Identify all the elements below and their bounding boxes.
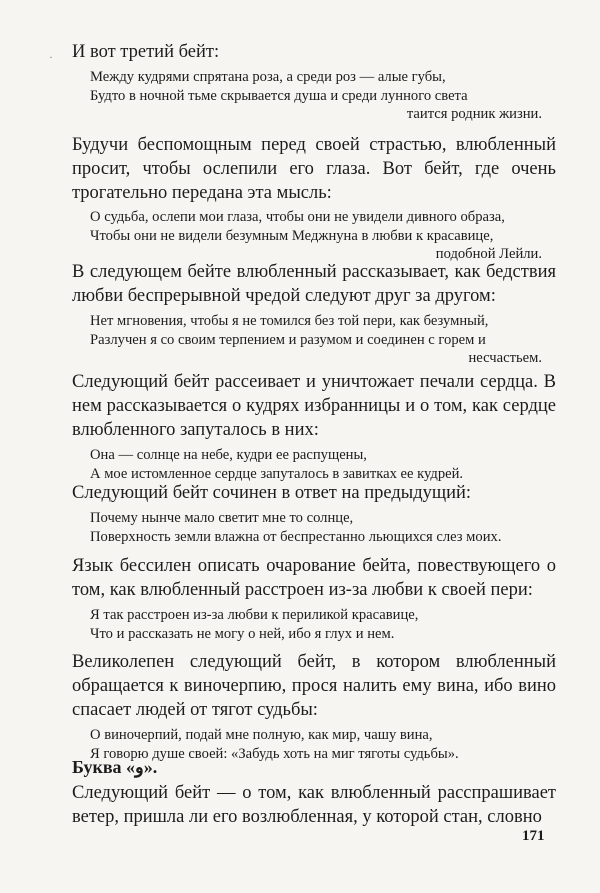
page-speck: ·: [49, 50, 53, 64]
verse-block: [72, 606, 556, 643]
verse-line: О виночерпий, подай мне полную, как мир, чашу вина,: [90, 727, 433, 743]
final-paragraph: Следующий бейт — о том, как влюбленный расспрашивает ветер, пришла ли его возлюбленная, у которой стан, словно: [72, 783, 556, 827]
verse-block: [72, 208, 556, 264]
final-section: [72, 781, 556, 829]
letter-heading-block: [72, 757, 556, 778]
verse-block: [72, 68, 556, 124]
verse-line: Она — солнце на небе, кудри ее распущены,: [90, 447, 367, 463]
section-4: [72, 370, 556, 483]
intro-paragraph: Следующий бейт сочинен в ответ на предыдущий:: [72, 483, 472, 503]
intro-paragraph: И вот третий бейт:: [72, 42, 220, 62]
intro-paragraph: Великолепен следующий бейт, в котором влюбленный обращается к виночерпию, прося налить ему вина, ибо вино спасает людей от тягот судьбы:: [72, 652, 556, 720]
verse-line: Я говорю душе своей: «Забудь хоть на миг тяготы судьбы».: [90, 745, 459, 762]
verse-line: таится родник жизни.: [406, 106, 542, 122]
section-6: [72, 554, 556, 643]
intro-paragraph: Будучи беспомощным перед своей страстью, влюбленный просит, чтобы ослепили его глаза. Вот бейт, где очень трогательно передана эта мысль:: [72, 135, 556, 203]
verse-line: Поверхность земли влажна от беспрестанно льющихся слез моих.: [90, 528, 502, 545]
section-7: [72, 650, 556, 763]
section-3: [72, 260, 556, 368]
verse-line: Между кудрями спрятана роза, а среди роз — алые губы,: [90, 69, 446, 85]
verse-line: Будто в ночной тьме скрывается душа и среди лунного света: [90, 87, 468, 104]
section-2: [72, 133, 556, 264]
verse-line: несчастьем.: [468, 350, 542, 366]
verse-line: Я так расстроен из-за любви к периликой красавице,: [90, 607, 419, 623]
verse-line: Чтобы они не видели безумным Меджнуна в любви к красавице,: [90, 227, 494, 244]
verse-line: А мое истомленное сердце запуталось в завитках ее кудрей.: [90, 465, 464, 482]
verse-line: Нет мгновения, чтобы я не томился без той пери, как безумный,: [90, 313, 489, 329]
intro-paragraph: Язык бессилен описать очарование бейта, повествующего о том, как влюбленный расстроен из-за любви к своей пери:: [72, 556, 556, 600]
verse-line: Почему нынче мало светит мне то солнце,: [90, 510, 354, 526]
intro-paragraph: Следующий бейт рассеивает и уничтожает печали сердца. В нем рассказывается о кудрях избранницы и о том, как сердце влюбленного запуталось в них:: [72, 372, 556, 440]
verse-block: [72, 509, 556, 546]
verse-block: [72, 312, 556, 368]
verse-line: О судьба, ослепи мои глаза, чтобы они не увидели дивного образа,: [90, 209, 505, 225]
letter-heading: Буква «و».: [72, 757, 158, 777]
verse-line: Разлучен я со своим терпением и разумом и соединен с горем и: [90, 331, 486, 348]
verse-block: [72, 446, 556, 483]
verse-line: Что и рассказать не могу о ней, ибо я глух и нем.: [90, 625, 395, 642]
page-number: 171: [522, 828, 545, 844]
verse-line: подобной Лейли.: [435, 246, 542, 262]
intro-paragraph: В следующем бейте влюбленный рассказывает, как бедствия любви беспрерывной чредой следуют друг за другом:: [72, 262, 556, 306]
section-5: [72, 481, 556, 546]
section-1: [72, 40, 556, 124]
